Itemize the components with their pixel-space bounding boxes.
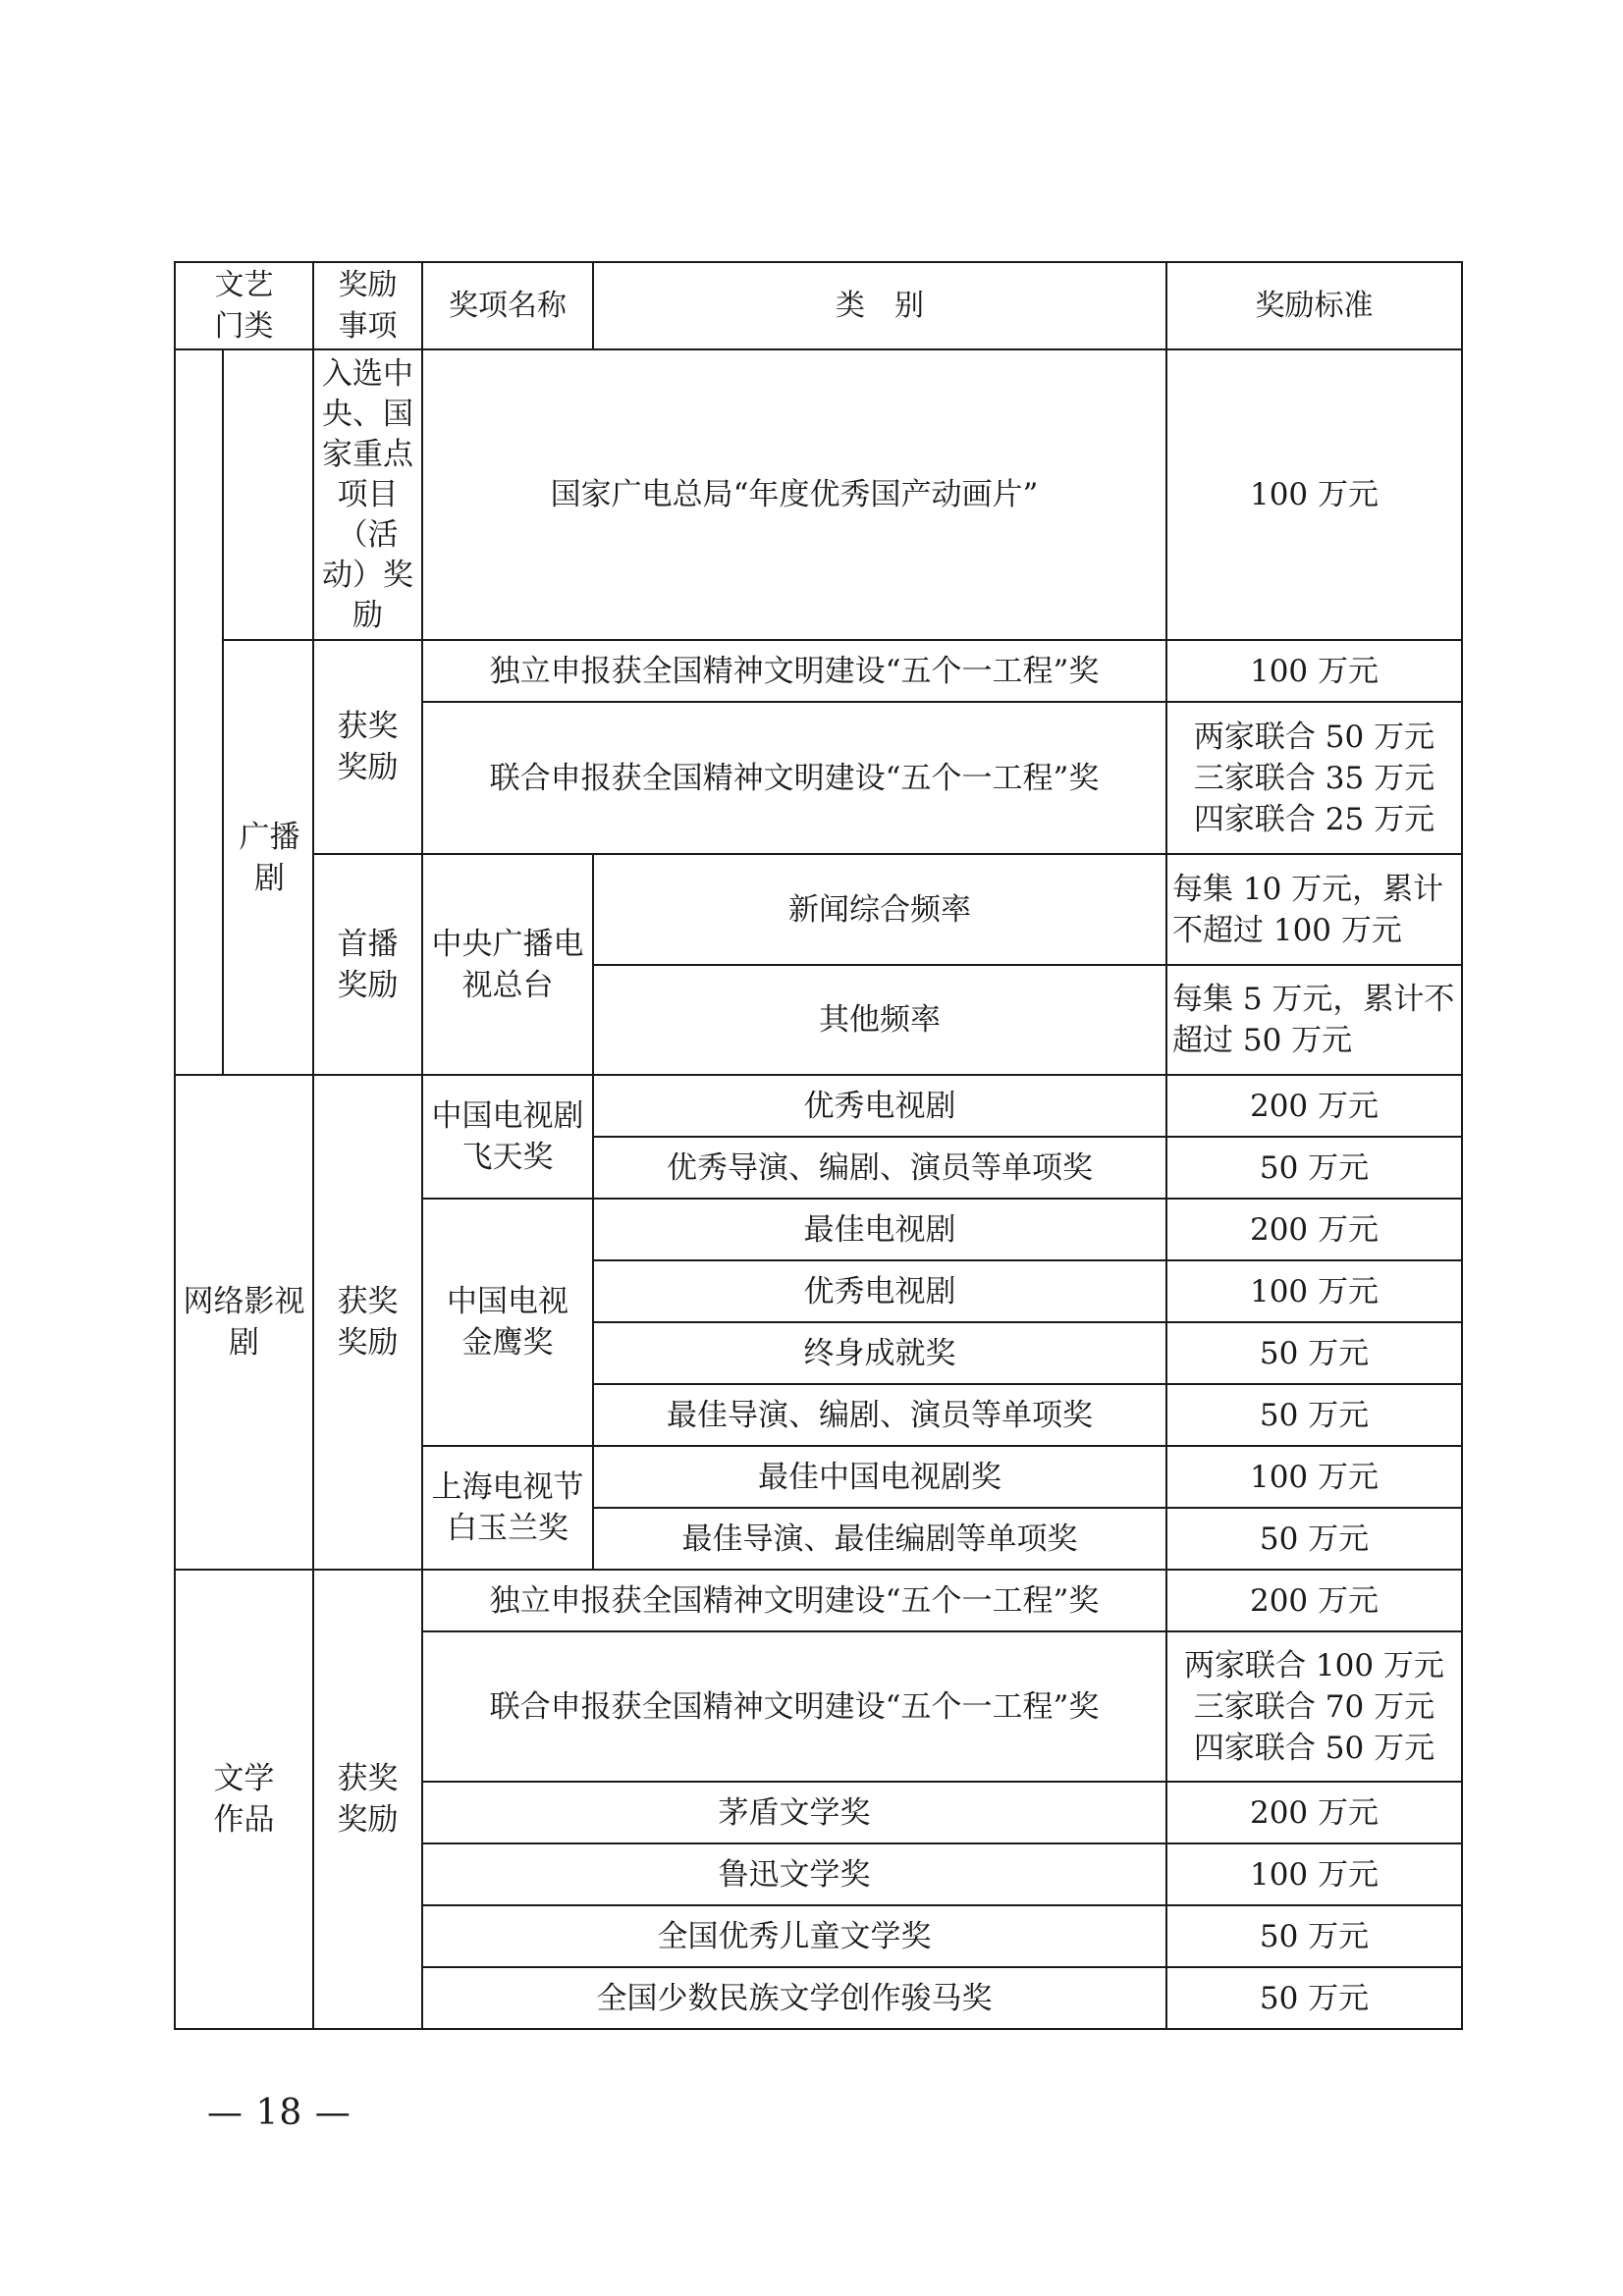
radio-broadcast-award-name-text: 中央广播电 视总台 — [431, 926, 584, 1003]
radio-broadcast-item-text: 首播 奖励 — [337, 926, 399, 1003]
radio-award-item — [313, 640, 422, 854]
header-type: 类 别 — [593, 262, 1166, 349]
literature-type-3: 茅盾文学奖 — [422, 1782, 1166, 1843]
literature-item-text: 获奖 奖励 — [337, 1761, 399, 1838]
radio-award-type-2: 联合申报获全国精神文明建设“五个一工程”奖 — [422, 702, 1166, 854]
radio-drama-category-text: 广播 剧 — [239, 819, 300, 896]
web-award-name-3-text: 上海电视节 白玉兰奖 — [431, 1469, 584, 1546]
web-standard-1-1: 200 万元 — [1166, 1075, 1462, 1137]
web-award-name-1-text: 中国电视剧 飞天奖 — [431, 1098, 584, 1175]
radio-award-standard-2 — [1166, 702, 1462, 854]
web-standard-2-1: 200 万元 — [1166, 1199, 1462, 1260]
header-standard: 奖励标准 — [1166, 262, 1462, 349]
literature-standard-4: 100 万元 — [1166, 1843, 1462, 1905]
radio-broadcast-standard-1 — [1166, 854, 1462, 965]
literature-standard-3: 200 万元 — [1166, 1782, 1462, 1843]
literature-type-5: 全国优秀儿童文学奖 — [422, 1905, 1166, 1967]
header-award-name: 奖项名称 — [422, 262, 593, 349]
radio-award-standard-1: 100 万元 — [1166, 640, 1462, 702]
web-award-name-2 — [422, 1199, 593, 1446]
radio-drama-category — [223, 640, 313, 1075]
web-award-name-3 — [422, 1446, 593, 1570]
radio-award-item-text: 获奖 奖励 — [337, 709, 399, 785]
header-item-text: 奖励 事项 — [338, 267, 398, 344]
web-type-2-2: 优秀电视剧 — [593, 1260, 1166, 1322]
web-standard-3-1: 100 万元 — [1166, 1446, 1462, 1508]
table-row — [175, 640, 1462, 702]
literature-category — [175, 1570, 313, 2029]
web-drama-category — [175, 1075, 313, 1570]
animation-standard-cell: 100 万元 — [1166, 349, 1462, 640]
table-row — [175, 854, 1462, 965]
radio-broadcast-standard-2 — [1166, 965, 1462, 1075]
table-row — [175, 1570, 1462, 1631]
web-type-3-2: 最佳导演、最佳编剧等单项奖 — [593, 1508, 1166, 1570]
web-standard-2-4: 50 万元 — [1166, 1384, 1462, 1446]
radio-broadcast-standard-2-text: 每集 5 万元，累计不 超过 50 万元 — [1172, 982, 1455, 1058]
literature-standard-1: 200 万元 — [1166, 1570, 1462, 1631]
radio-broadcast-item — [313, 854, 422, 1075]
table-row — [175, 349, 1462, 640]
continued-subcategory-cell — [223, 349, 313, 640]
literature-type-2: 联合申报获全国精神文明建设“五个一工程”奖 — [422, 1631, 1166, 1782]
web-type-1-2: 优秀导演、编剧、演员等单项奖 — [593, 1137, 1166, 1199]
literature-standard-2-text: 两家联合 100 万元 三家联合 70 万元 四家联合 50 万元 — [1184, 1647, 1444, 1766]
web-type-2-3: 终身成就奖 — [593, 1322, 1166, 1384]
web-award-name-2-text: 中国电视 金鹰奖 — [447, 1284, 568, 1361]
radio-broadcast-standard-1-text: 每集 10 万元，累计 不超过 100 万元 — [1172, 871, 1444, 948]
web-type-1-1: 优秀电视剧 — [593, 1075, 1166, 1137]
literature-standard-6: 50 万元 — [1166, 1967, 1462, 2029]
radio-broadcast-award-name — [422, 854, 593, 1075]
web-drama-category-text: 网络影视 剧 — [183, 1284, 305, 1361]
literature-item — [313, 1570, 422, 2029]
literature-type-4: 鲁迅文学奖 — [422, 1843, 1166, 1905]
header-category-text: 文艺 门类 — [214, 267, 274, 344]
literature-standard-2 — [1166, 1631, 1462, 1782]
web-standard-3-2: 50 万元 — [1166, 1508, 1462, 1570]
award-standard-table — [174, 261, 1463, 2030]
literature-standard-5: 50 万元 — [1166, 1905, 1462, 1967]
web-standard-1-2: 50 万元 — [1166, 1137, 1462, 1199]
header-category — [175, 262, 313, 349]
web-type-2-4: 最佳导演、编剧、演员等单项奖 — [593, 1384, 1166, 1446]
header-item — [313, 262, 422, 349]
web-drama-item — [313, 1075, 422, 1570]
animation-item-cell: 入选中央、国家重点项目（活动）奖励 — [313, 349, 422, 640]
table-row — [175, 1075, 1462, 1137]
page-number: — 18 — — [207, 2093, 352, 2133]
continued-category-cell — [175, 349, 223, 1075]
web-award-name-1 — [422, 1075, 593, 1199]
radio-broadcast-type-1: 新闻综合频率 — [593, 854, 1166, 965]
web-drama-item-text: 获奖 奖励 — [337, 1284, 399, 1361]
literature-type-6: 全国少数民族文学创作骏马奖 — [422, 1967, 1166, 2029]
radio-award-type-1: 独立申报获全国精神文明建设“五个一工程”奖 — [422, 640, 1166, 702]
animation-type-cell: 国家广电总局“年度优秀国产动画片” — [422, 349, 1166, 640]
literature-type-1: 独立申报获全国精神文明建设“五个一工程”奖 — [422, 1570, 1166, 1631]
radio-award-standard-2-text: 两家联合 50 万元 三家联合 35 万元 四家联合 25 万元 — [1193, 719, 1435, 837]
web-type-2-1: 最佳电视剧 — [593, 1199, 1166, 1260]
table-header-row — [175, 262, 1462, 349]
literature-category-text: 文学 作品 — [213, 1761, 275, 1838]
web-standard-2-3: 50 万元 — [1166, 1322, 1462, 1384]
web-type-3-1: 最佳中国电视剧奖 — [593, 1446, 1166, 1508]
radio-broadcast-type-2: 其他频率 — [593, 965, 1166, 1075]
web-standard-2-2: 100 万元 — [1166, 1260, 1462, 1322]
